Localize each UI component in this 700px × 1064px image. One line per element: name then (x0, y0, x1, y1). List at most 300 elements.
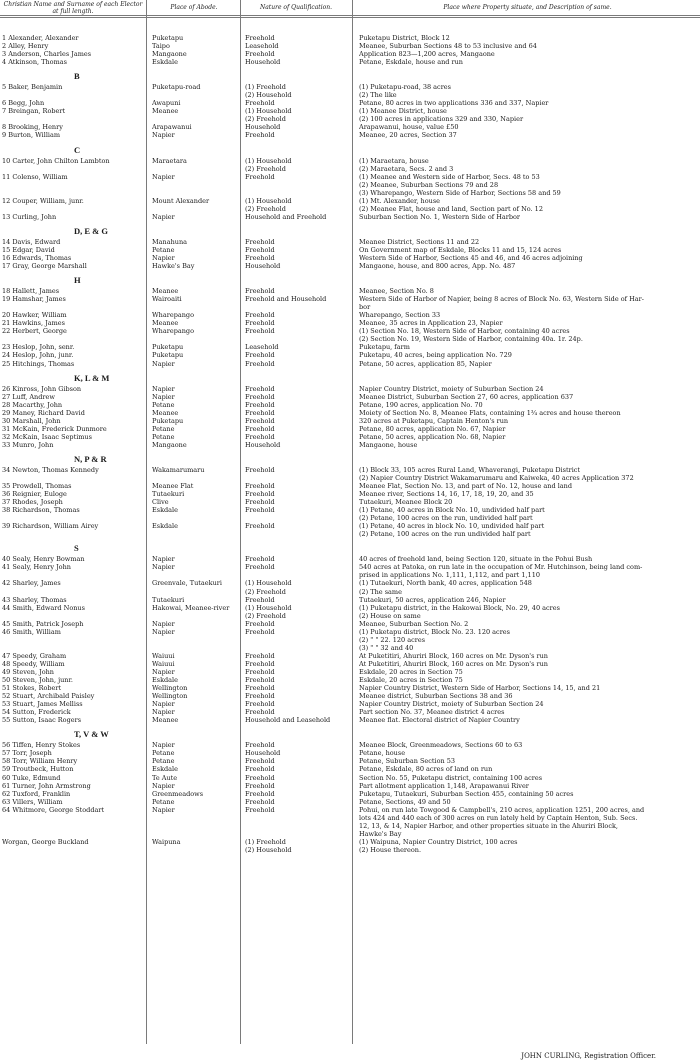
table-row (0, 782, 700, 790)
section-letter: T, V & W (74, 729, 109, 740)
place-of-abode: Petane (152, 400, 175, 409)
property-description: lots 424 and 440 each of 300 acres on run lately held by Captain Henton, Sub. Secs. (359, 813, 638, 822)
property-description: Petane, 80 acres, application No. 67, Napier (359, 424, 506, 433)
property-description: (1) Section No. 18, Western Side of Harbor, containing 40 acres (359, 327, 570, 336)
property-description: Puketapu, 40 acres, being application No. 729 (359, 351, 512, 360)
place-of-abode: Napier (152, 781, 175, 790)
property-description: Suburban Section No. 1, Western Side of Harbor (359, 212, 521, 221)
elector-name: 49 Steven, John (2, 668, 54, 676)
section-letter: S (74, 543, 79, 554)
table-row (0, 157, 700, 165)
qualification: Freehold (245, 651, 275, 660)
place-of-abode: Greenvale, Tutaekuri (152, 579, 222, 588)
property-description: (2) Petane, 100 acres on the run undivided half part (359, 530, 531, 539)
property-description: Wharepango, Section 33 (359, 311, 441, 320)
qualification: Freehold (245, 424, 275, 433)
elector-name: 45 Smith, Patrick Joseph (2, 619, 84, 628)
property-description: Meanee, 20 acres, Section 37 (359, 131, 457, 140)
qualification: Freehold (245, 384, 275, 393)
property-description: On Government map of Eskdale, Blocks 11 and 15, 124 acres (359, 245, 562, 254)
property-description: (2) Maraetara, Secs. 2 and 3 (359, 164, 454, 173)
property-description: (2) " " 22. 120 acres (359, 635, 426, 644)
qualification: Freehold (245, 522, 275, 531)
qualification: Freehold (245, 172, 275, 181)
header-abode: Place of Abode. (170, 4, 218, 11)
place-of-abode: Hawke's Bay (152, 262, 195, 271)
place-of-abode: Mangaone (152, 440, 187, 449)
qualification: (1) Freehold (245, 837, 286, 846)
place-of-abode: Tutaekuri (152, 490, 185, 499)
elector-name: 52 Stuart, Archibald Paisley (2, 692, 95, 701)
qualification: Freehold (245, 400, 275, 409)
qualification: Household (245, 58, 281, 67)
elector-name: 54 Sutton, Frederick (2, 708, 71, 717)
property-description: (1) Meanee and Western side of Harbor, Secs. 48 to 53 (359, 172, 540, 181)
property-description: Meanee District, Suburban Section 27, 60 acres, application 637 (359, 392, 574, 401)
place-of-abode: Puketapu-road (152, 83, 201, 92)
elector-name: 61 Turner, John Armstrong (2, 781, 91, 790)
property-description: Pohui, on run late Towgood & Campbell's, 210 acres, application 1251, 200 acres, and (359, 805, 645, 814)
qualification: (1) Household (245, 196, 292, 205)
table-row (0, 522, 700, 530)
header-rule-bottom (0, 17, 700, 18)
property-description: (1) Puketapu-road, 38 acres (359, 83, 451, 92)
elector-name: 53 Stuart, James Melliss (2, 700, 83, 709)
section-heading (0, 452, 700, 466)
property-description: Tutaekuri, 50 acres, application 246, Napier (359, 595, 506, 604)
place-of-abode: Arapawanui (152, 123, 192, 132)
place-of-abode: Eskdale (152, 506, 178, 515)
property-description: Tutaekuri, Meanee Block 20 (359, 498, 453, 507)
table-row (0, 107, 700, 115)
table-row (0, 490, 700, 498)
signature-line: JOHN CURLING, Registration Officer. (521, 1052, 656, 1060)
table-row (0, 327, 700, 335)
qualification: Freehold (245, 684, 275, 693)
property-description: Petane, Sections, 49 and 50 (359, 797, 451, 806)
qualification: Freehold (245, 555, 275, 564)
table-row (0, 830, 700, 838)
property-description: Petane, Eskdale, 80 acres of land on run (359, 765, 493, 774)
section-letter: C (74, 144, 81, 155)
qualification: Freehold (245, 676, 275, 685)
elector-name: 16 Edwards, Thomas (2, 253, 72, 262)
property-description: (1) Petane, 40 acres in Block No. 10, undivided half part (359, 506, 545, 515)
property-description: (3) Wharepango, Western Side of Harbor, Sections 58 and 59 (359, 188, 561, 197)
table-header (0, 0, 700, 24)
table-row (0, 774, 700, 782)
place-of-abode: Puketapu (152, 343, 184, 352)
elector-name: 64 Whitmore, George Stoddart (2, 805, 105, 814)
section-heading (0, 371, 700, 385)
property-description: (1) Meanee District, house (359, 107, 447, 116)
property-description: 320 acres at Puketapu, Captain Henton's run (359, 416, 509, 425)
place-of-abode: Napier (152, 708, 175, 717)
header-qualification: Nature of Qualification. (259, 4, 333, 11)
property-description: Napier Country District, moiety of Suburban Section 24 (359, 700, 544, 709)
section-heading (0, 273, 700, 287)
place-of-abode: Meanee (152, 107, 179, 116)
table-row (0, 846, 700, 854)
place-of-abode: Mangaone (152, 50, 187, 59)
qualification: (2) Household (245, 845, 292, 854)
qualification: (2) Freehold (245, 204, 286, 213)
qualification: Freehold (245, 131, 275, 140)
table-row (0, 692, 700, 700)
qualification: Freehold (245, 741, 275, 750)
property-description: (2) Petane, 100 acres on the run, undivided half part (359, 514, 533, 523)
property-description: Petane, 80 acres in two applications 336 and 337, Napier (359, 99, 549, 108)
property-description: (2) Meanee, Suburban Sections 79 and 28 (359, 180, 499, 189)
table-row (0, 474, 700, 482)
qualification: Freehold (245, 797, 275, 806)
qualification: Freehold (245, 563, 275, 572)
property-description: Petane, 190 acres, application No. 70 (359, 400, 483, 409)
qualification: Freehold (245, 765, 275, 774)
place-of-abode: Wharepango (152, 311, 194, 320)
elector-name: 58 Torr, William Henry (2, 757, 78, 766)
property-description: (1) Tutaekuri, North bank, 40 acres, application 548 (359, 579, 532, 588)
table-row (0, 173, 700, 181)
table-row (0, 798, 700, 806)
property-description: At Puketitiri, Ahuriri Block, 160 acres on Mr. Dyson's run (359, 651, 548, 660)
place-of-abode: Meanee (152, 319, 179, 328)
table-row (0, 604, 700, 612)
qualification: (2) Freehold (245, 115, 286, 124)
qualification: Household (245, 262, 281, 271)
qualification: (2) Freehold (245, 164, 286, 173)
table-row (0, 708, 700, 716)
section-letter: B (74, 71, 80, 82)
qualification: Household and Freehold (245, 212, 327, 221)
qualification: Freehold (245, 416, 275, 425)
elector-name: 1 Alexander, Alexander (2, 34, 79, 42)
qualification: Freehold (245, 490, 275, 499)
table-row (0, 319, 700, 327)
qualification: Freehold (245, 668, 275, 676)
section-heading (0, 541, 700, 555)
elector-name: 63 Villers, William (2, 797, 63, 806)
qualification: Freehold (245, 700, 275, 709)
place-of-abode: Napier (152, 384, 175, 393)
table-row (0, 628, 700, 636)
elector-name: 8 Brooking, Henry (2, 123, 63, 132)
elector-name: 28 Macarthy, John (2, 400, 63, 409)
table-row (0, 246, 700, 254)
section-spacer (0, 854, 700, 857)
elector-name: 26 Kinross, John Gibson (2, 384, 82, 393)
place-of-abode: Napier (152, 563, 175, 572)
qualification: Freehold (245, 311, 275, 320)
place-of-abode: Wakamarumaru (152, 465, 205, 474)
property-description: (3) " " 32 and 40 (359, 643, 414, 652)
place-of-abode: Wharepango (152, 327, 194, 336)
place-of-abode: Tutaekuri (152, 595, 185, 604)
qualification: Freehold (245, 498, 275, 507)
place-of-abode: Eskdale (152, 676, 178, 685)
property-description: Meanee District, Sections 11 and 22 (359, 237, 480, 246)
property-description: Eskdale, 20 acres in Section 75 (359, 668, 463, 676)
place-of-abode: Te Aute (152, 773, 178, 782)
place-of-abode: Napier (152, 392, 175, 401)
qualification: Freehold (245, 708, 275, 717)
property-description: Western Side of Harbor, Sections 45 and 46, and 46 acres adjoining (359, 253, 583, 262)
table-row (0, 34, 700, 42)
qualification: Freehold (245, 465, 275, 474)
table-row (0, 165, 700, 173)
place-of-abode: Manahuna (152, 237, 188, 246)
place-of-abode: Puketapu (152, 351, 184, 360)
property-description: bor (359, 303, 371, 312)
property-description: (1) Mt. Alexander, house (359, 196, 441, 205)
property-description: Moiety of Section No. 8, Meanee Flats, containing 1¾ acres and house thereon (359, 408, 621, 417)
elector-name: 20 Hawker, William (2, 311, 67, 320)
qualification: Household (245, 440, 281, 449)
table-row (0, 238, 700, 246)
elector-name: 48 Speedy, William (2, 659, 65, 668)
qualification: Household and Leasehold (245, 716, 331, 725)
elector-name: 12 Couper, William, junr. (2, 196, 84, 205)
qualification: Freehold (245, 757, 275, 766)
property-description: (2) Meanee Flat, house and land, Section part of No. 12 (359, 204, 543, 213)
header-name: Christian Name and Surname of each Elector at full length. (3, 1, 143, 15)
qualification: Household (245, 123, 281, 132)
qualification: (1) Household (245, 603, 292, 612)
place-of-abode: Petane (152, 245, 175, 254)
elector-name: 46 Smith, William (2, 627, 61, 636)
elector-name: 17 Gray, George Marshall (2, 262, 87, 271)
header-property: Place where Property situate, and Description of same. (443, 4, 612, 11)
property-description: Mangaone, house (359, 440, 418, 449)
table-row (0, 660, 700, 668)
table-row (0, 668, 700, 676)
place-of-abode: Napier (152, 627, 175, 636)
property-description: Section No. 55, Puketapu district, containing 100 acres (359, 773, 543, 782)
qualification: Freehold (245, 619, 275, 628)
property-description: 12, 13, & 14, Napier Harbor, and other properties situate in the Ahuriri Block, (359, 821, 618, 830)
place-of-abode: Clive (152, 498, 169, 507)
table-row (0, 790, 700, 798)
table-row (0, 335, 700, 343)
qualification: Freehold (245, 34, 275, 42)
table-row (0, 741, 700, 749)
qualification: (2) Freehold (245, 587, 286, 596)
qualification: Freehold (245, 408, 275, 417)
place-of-abode: Maraetara (152, 156, 187, 165)
place-of-abode: Napier (152, 805, 175, 814)
table-row (0, 409, 700, 417)
table-row (0, 822, 700, 830)
qualification: Freehold (245, 351, 275, 360)
table-row (0, 700, 700, 708)
property-description: (2) The same (359, 587, 402, 596)
place-of-abode: Napier (152, 555, 175, 564)
elector-name: 10 Carter, John Chilton Lambton (2, 156, 110, 165)
place-of-abode: Meanee (152, 408, 179, 417)
table-row (0, 131, 700, 139)
header-rule-top (0, 15, 700, 16)
property-description: Meanee Block, Greenmeadows, Sections 60 to 63 (359, 741, 523, 750)
elector-name: 9 Burton, William (2, 131, 61, 140)
place-of-abode: Waiuui (152, 651, 175, 660)
table-row (0, 757, 700, 765)
qualification: Freehold (245, 595, 275, 604)
qualification: Freehold (245, 359, 275, 368)
qualification: (1) Household (245, 579, 292, 588)
property-description: 40 acres of freehold land, being Section 120, situate in the Pohui Bush (359, 555, 593, 564)
table-row (0, 343, 700, 351)
elector-name: 33 Munro, John (2, 440, 54, 449)
qualification: Freehold (245, 627, 275, 636)
place-of-abode: Napier (152, 172, 175, 181)
place-of-abode: Wellington (152, 684, 188, 693)
place-of-abode: Hakowai, Meanee-river (152, 603, 230, 612)
property-description: Part allotment application 1,148, Arapawanui River (359, 781, 529, 790)
place-of-abode: Mount Alexander (152, 196, 210, 205)
place-of-abode: Petane (152, 432, 175, 441)
table-row (0, 563, 700, 571)
property-description: Petane, house (359, 749, 406, 758)
qualification: Freehold (245, 659, 275, 668)
place-of-abode: Napier (152, 619, 175, 628)
property-description: Western Side of Harbor of Napier, being 8 acres of Block No. 63, Western Side of Har- (359, 295, 644, 304)
table-row (0, 58, 700, 66)
elector-name: 23 Heslop, John, senr. (2, 343, 75, 352)
elector-name: 50 Steven, John, junr. (2, 676, 73, 685)
property-description: (2) House thereon. (359, 845, 422, 854)
qualification: Freehold (245, 692, 275, 701)
table-row (0, 115, 700, 123)
elector-name: 41 Sealy, Henry John (2, 563, 71, 572)
elector-name: 11 Colenso, William (2, 172, 68, 181)
qualification: Freehold (245, 50, 275, 59)
property-description: At Puketitiri, Ahuriri Block, 160 acres on Mr. Dyson's run (359, 659, 548, 668)
elector-name: 62 Tuxford, Franklin (2, 789, 71, 798)
table-row (0, 441, 700, 449)
table-row (0, 588, 700, 596)
place-of-abode: Awapuni (152, 99, 181, 108)
property-description: Meanee, Suburban Section No. 2 (359, 619, 469, 628)
table-row (0, 749, 700, 757)
table-row (0, 50, 700, 58)
property-description: (1) Puketapu district, in the Hakowai Block, No. 29, 40 acres (359, 603, 560, 612)
property-description: Arapawanui, house, value £50 (359, 123, 459, 132)
property-description: Hawke's Bay (359, 829, 402, 838)
table-row (0, 360, 700, 368)
property-description: Meanee river, Sections 14, 16, 17, 18, 19, 20, and 35 (359, 490, 534, 499)
property-description: Meanee, Suburban Sections 48 to 53 inclusive and 64 (359, 42, 537, 51)
table-row (0, 684, 700, 692)
property-description: (2) House on same (359, 611, 421, 620)
property-description: Napier Country District, moiety of Suburban Section 24 (359, 384, 544, 393)
qualification: Freehold (245, 506, 275, 515)
place-of-abode: Napier (152, 359, 175, 368)
property-description: Petane, Eskdale, house and run (359, 58, 463, 67)
table-row (0, 579, 700, 587)
elector-name: 14 Davis, Edward (2, 237, 61, 246)
qualification: Freehold (245, 287, 275, 296)
table-row (0, 123, 700, 131)
table-row (0, 351, 700, 359)
property-description: (1) Waipuna, Napier Country District, 100 acres (359, 837, 518, 846)
place-of-abode: Greenmeadows (152, 789, 204, 798)
qualification: Freehold and Household (245, 295, 327, 304)
elector-name: 55 Sutton, Isaac Rogers (2, 716, 82, 725)
section-letter: D, E & G (74, 225, 108, 236)
table-row (0, 676, 700, 684)
place-of-abode: Napier (152, 741, 175, 750)
place-of-abode: Wellington (152, 692, 188, 701)
table-row (0, 197, 700, 205)
place-of-abode: Puketapu (152, 34, 184, 42)
property-description: Meanee, 35 acres in Application 23, Napier (359, 319, 503, 328)
qualification: (2) Freehold (245, 611, 286, 620)
section-heading (0, 224, 700, 238)
property-description: 540 acres at Patoka, on run late in the occupation of Mr. Hutchinson, being land com- (359, 563, 643, 572)
elector-name: 51 Stokes, Robert (2, 684, 62, 693)
section-heading (0, 69, 700, 83)
table-row (0, 596, 700, 604)
elector-name: 56 Tiffen, Henry Stokes (2, 741, 81, 750)
table-row (0, 181, 700, 189)
property-description: (2) The like (359, 91, 397, 100)
elector-name: 4 Atkinson, Thomas (2, 58, 67, 67)
elector-name: 39 Richardson, William Airey (2, 522, 99, 531)
elector-name: 37 Rhodes, Joseph (2, 498, 63, 507)
elector-name: 5 Baker, Benjamin (2, 83, 63, 92)
place-of-abode: Eskdale (152, 765, 178, 774)
place-of-abode: Meanee Flat (152, 482, 194, 491)
place-of-abode: Petane (152, 749, 175, 758)
property-description: (2) Napier Country District Wakamarumaru and Kaiweka, 40 acres Application 372 (359, 473, 634, 482)
qualification: Freehold (245, 773, 275, 782)
elector-name: 15 Edgar, David (2, 245, 55, 254)
table-row (0, 42, 700, 50)
table-row (0, 652, 700, 660)
place-of-abode: Wairoaiti (152, 295, 182, 304)
qualification: Freehold (245, 237, 275, 246)
table-row (0, 620, 700, 628)
property-description: Petane, 50 acres, application No. 68, Napier (359, 432, 506, 441)
elector-name: 27 Luff, Andrew (2, 392, 55, 401)
qualification: (1) Household (245, 156, 292, 165)
property-description: (2) 100 acres in applications 329 and 330, Napier (359, 115, 524, 124)
table-row (0, 213, 700, 221)
table-row (0, 482, 700, 490)
elector-name: 24 Heslop, John, junr. (2, 351, 74, 360)
qualification: Freehold (245, 99, 275, 108)
elector-name: 32 McKain, Isaac Septimus (2, 432, 92, 441)
table-row (0, 83, 700, 91)
property-description: prised in applications No. 1,111, 1,112, and part 1,110 (359, 571, 540, 580)
property-description: (1) Block 33, 105 acres Rural Land, Whaverangi, Puketapu District (359, 465, 581, 474)
qualification: Freehold (245, 482, 275, 491)
table-row (0, 806, 700, 814)
table-row (0, 555, 700, 563)
table-row (0, 765, 700, 773)
elector-name: 6 Begg, John (2, 99, 45, 108)
property-description: (1) Puketapu district, Block No. 23. 120 acres (359, 627, 510, 636)
table-row (0, 838, 700, 846)
table-row (0, 295, 700, 303)
property-description: Meanee flat. Electoral district of Napier Country (359, 716, 520, 725)
place-of-abode: Puketapu (152, 416, 184, 425)
table-row (0, 311, 700, 319)
table-row (0, 189, 700, 197)
table-row (0, 254, 700, 262)
elector-name: 19 Hamshar, James (2, 295, 66, 304)
elector-name: 30 Marshall, John (2, 416, 61, 425)
